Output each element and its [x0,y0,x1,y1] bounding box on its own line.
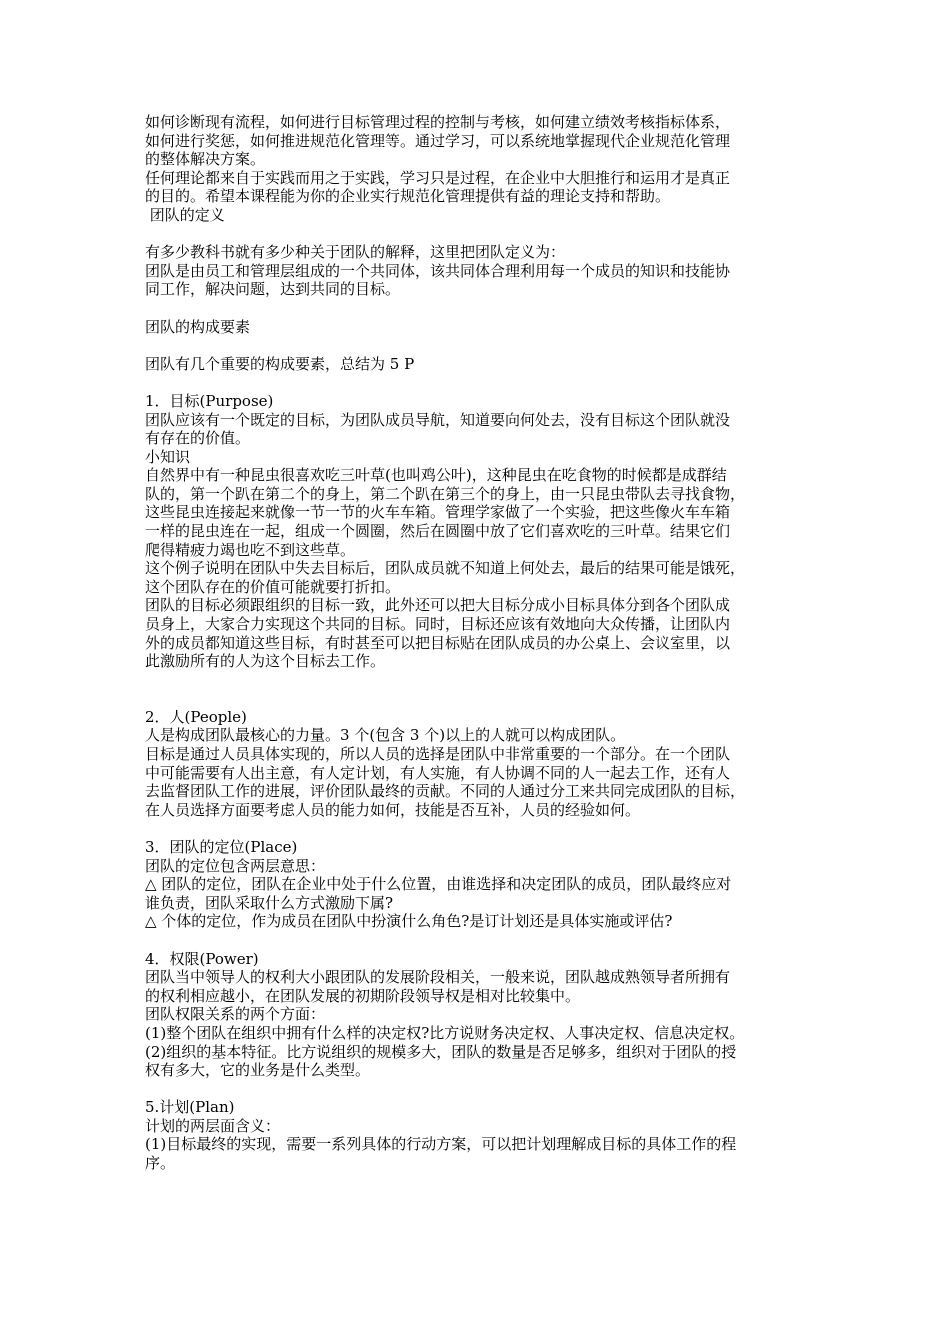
people-section [145,708,825,820]
paragraph-line: △ 个体的定位，作为成员在团队中扮演什么角色?是订计划还是具体实施或评估? [145,912,673,931]
paragraph-line: 在人员选择方面要考虑人员的能力如何，技能是否互补，人员的经验如何。 [145,800,641,819]
paragraph-line: 员身上，大家合力实现这个共同的目标。同时，目标还应该有效地向大众传播，让团队内 [145,615,731,634]
purpose-section [145,392,825,671]
power-section [145,950,825,1080]
paragraph-line: 任何理论都来自于实践而用之于实践，学习只是过程，在企业中大胆推行和运用才是真正 [145,168,731,187]
paragraph-line: 小知识 [145,447,191,466]
paragraph-line: 目标是通过人员具体实现的，所以人员的选择是团队中非常重要的一个部分。在一个团队 [145,745,731,763]
paragraph-line: 去监督团队工作的进展，评价团队最终的贡献。不同的人通过分工来共同完成团队的目标， [145,782,746,801]
paragraph-line: 人是构成团队最核心的力量。3 个(包含 3 个)以上的人就可以构成团队。 [145,726,626,745]
paragraph-line: 爬得精疲力竭也吃不到这些草。 [145,540,356,559]
paragraph-line: 如何诊断现有流程，如何进行目标管理过程的控制与考核，如何建立绩效考核指标体系， [145,113,731,131]
paragraph-line: 团队是由员工和管理层组成的一个共同体，该共同体合理利用每一个成员的知识和技能协 [145,261,731,280]
section-heading: 1．目标(Purpose) [145,391,274,410]
paragraph-line: 团队有几个重要的构成要素，总结为 5 P [145,354,415,373]
team-elements-section [145,318,825,374]
place-section [145,838,825,931]
paragraph-line: 团队的定位包含两层意思： [145,856,326,875]
paragraph-line: 团队的目标必须跟组织的目标一致，此外还可以把大目标分成小目标具体分到各个团队成 [145,596,731,615]
paragraph-line: 队的，第一个趴在第二个的身上，第二个趴在第三个的身上，由一只昆虫带队去寻找食物， [145,484,746,503]
intro-section [145,113,825,206]
paragraph-line: 团队应该有一个既定的目标，为团队成员导航，知道要向何处去，没有目标这个团队就没 [145,410,731,429]
paragraph-line: 中可能需要有人出主意，有人定计划，有人实施，有人协调不同的人一起去工作，还有人 [145,763,731,782]
plan-section [145,1098,825,1172]
paragraph-line: 外的成员都知道这些目标，有时甚至可以把目标贴在团队成员的办公桌上、会议室里，以 [145,633,731,652]
paragraph-line: 如何进行奖惩，如何推进规范化管理等。通过学习，可以系统地掌握现代企业规范化管理 [145,131,731,150]
paragraph-line: 同工作，解决问题，达到共同的目标。 [145,280,401,299]
paragraph-line: 谁负责，团队采取什么方式激励下属? [145,893,394,912]
paragraph-line: △ 团队的定位，团队在企业中处于什么位置，由谁选择和决定团队的成员，团队最终应对 [145,875,732,894]
section-heading: 4．权限(Power) [145,949,259,968]
section-heading: 团队的构成要素 [145,317,251,336]
paragraph-line: 有存在的价值。 [145,429,251,448]
section-heading: 3．团队的定位(Place) [145,837,298,856]
paragraph-line: 一样的昆虫连在一起，组成一个圆圈，然后在圆圈中放了它们喜欢吃的三叶草。结果它们 [145,522,731,541]
team-definition-section [145,206,825,299]
paragraph-line: 的权利相应越小，在团队发展的初期阶段领导权是相对比较集中。 [145,986,581,1005]
paragraph-line: (2)组织的基本特征。比方说组织的规模多大，团队的数量是否足够多，组织对于团队的授 [145,1042,737,1061]
paragraph-line: 这个例子说明在团队中失去目标后，团队成员就不知道上何处去，最后的结果可能是饿死， [145,559,746,578]
paragraph-line: 这个团队存在的价值可能就要打折扣。 [145,577,401,596]
paragraph-line: 此激励所有的人为这个目标去工作。 [145,652,386,671]
paragraph-line: 权有多大，它的业务是什么类型。 [145,1061,371,1080]
document-body [145,113,825,1173]
section-heading: 5.计划(Plan) [145,1098,235,1117]
section-heading: 2．人(People) [145,707,247,726]
paragraph-line: 的目的。希望本课程能为你的企业实行规范化管理提供有益的理论支持和帮助。 [145,187,671,206]
paragraph-line: 这些昆虫连接起来就像一节一节的火车车箱。管理学家做了一个实验，把这些像火车车箱 [145,503,731,522]
paragraph-line: 团队当中领导人的权利大小跟团队的发展阶段相关，一般来说，团队越成熟领导者所拥有 [145,968,731,987]
paragraph-line: 自然界中有一种昆虫很喜欢吃三叶草(也叫鸡公叶)，这种昆虫在吃食物的时候都是成群结 [145,466,727,485]
paragraph-line: 有多少教科书就有多少种关于团队的解释，这里把团队定义为： [145,243,566,262]
paragraph-line: (1)整个团队在组织中拥有什么样的决定权?比方说财务决定权、人事决定权、信息决定权。 [145,1023,745,1042]
paragraph-line: 序。 [145,1154,176,1173]
paragraph-line: 团队权限关系的两个方面： [145,1005,326,1024]
paragraph-line: 的整体解决方案。 [145,150,266,169]
paragraph-line: (1)目标最终的实现，需要一系列具体的行动方案，可以把计划理解成目标的具体工作的程 [145,1135,737,1154]
paragraph-line: 计划的两层面含义： [145,1116,281,1135]
section-heading: 团队的定义 [145,205,225,224]
